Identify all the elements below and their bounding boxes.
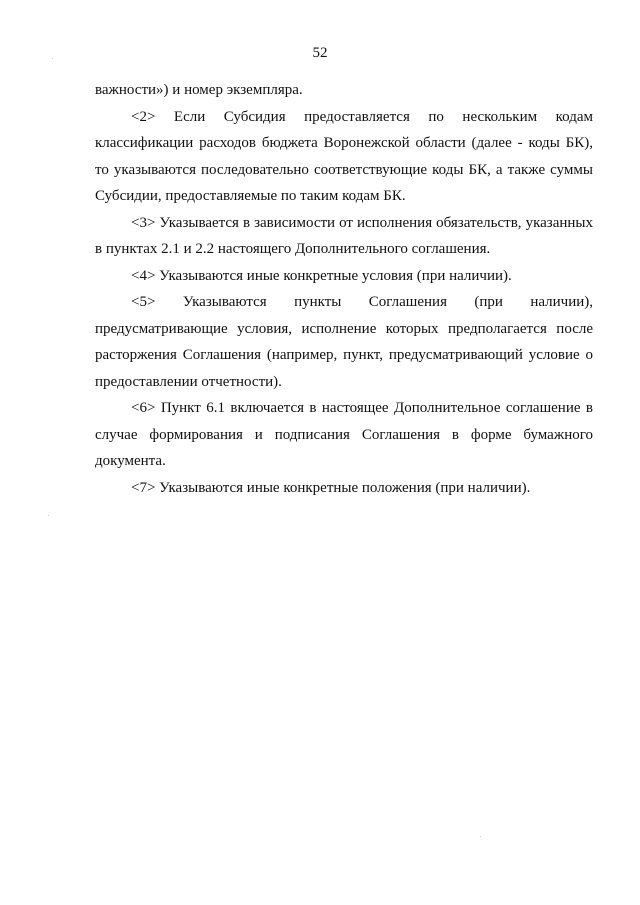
page-number: 52 xyxy=(312,45,328,61)
footnote-6: <6> Пункт 6.1 включается в настоящее Дополнительное соглашение в случае формирования и подписания Соглашения в форме бумажного документа. xyxy=(95,400,593,469)
footnote-7: <7> Указываются иные конкретные положения (при наличии). xyxy=(131,479,531,496)
footnote-2: <2> Если Субсидия предоставляется по нескольким кодам классификации расходов бюджета Воронежской области (далее - коды БК), то указываются последовательно соответствующие коды БК, а также суммы Субсидии, предоставляемые по таким кодам БК. xyxy=(95,108,593,204)
scan-speck xyxy=(52,58,53,59)
footnote-4: <4> Указываются иные конкретные условия (при наличии). xyxy=(131,267,512,284)
paragraph-continuation: важности») и номер экземпляра. xyxy=(95,82,303,98)
footnote-3: <3> Указывается в зависимости от исполнения обязательств, указанных в пунктах 2.1 и 2.2 настоящего Дополнительного соглашения. xyxy=(95,214,593,257)
scan-speck xyxy=(48,515,49,516)
footnote-5: <5> Указываются пункты Соглашения (при наличии), предусматривающие условия, исполнение которых предполагается после расторжения Соглашения (например, пункт, предусматривающий условие о предоставлении отчетности). xyxy=(95,294,593,390)
document-body xyxy=(95,77,593,501)
scan-speck xyxy=(480,836,481,837)
